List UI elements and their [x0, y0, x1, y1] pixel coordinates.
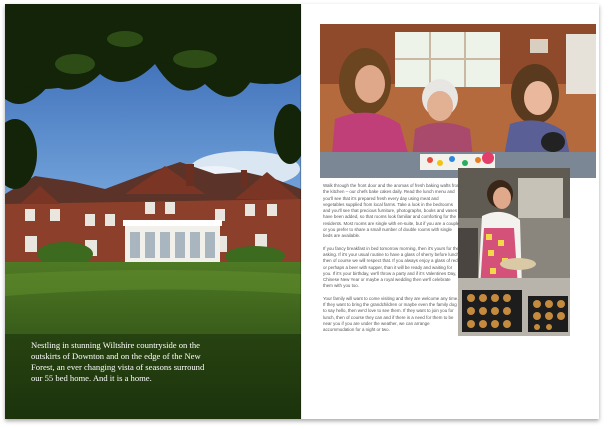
residents-photo	[320, 24, 596, 178]
kitchen-baking-photo	[458, 168, 570, 336]
paragraph-home-life: Walk through the front door and the aromas of fresh baking wafts from the kitchen – our chefs bake cakes daily. Read the lunch menu and you'll see that it's prepared fresh every day using meat and vegetables supplied from local farms. Take a look in the bedrooms and you'll see that precious furniture, photographs, books and vases have been added, so that rooms look familiar and comforting for the residents. Most rooms are single with en-suite, but if you are a couple or you prefer to share a small number of double rooms with single beds are available.	[323, 183, 461, 239]
left-page	[5, 4, 301, 419]
body-copy	[323, 183, 461, 340]
paragraph-family-visits: Your family will want to come visiting and they are welcome any time. If they want to bring the grandchildren or maybe even the family dog to say hello, then we'd love to see them. If they want to join you for lunch, then of course they can and if there is a need for them to be near you if you are under the weather, we can arrange accommodation for a night or two.	[323, 295, 459, 333]
left-page-caption: Nestling in stunning Wiltshire countryside on the outskirts of Downton and on the edge of the New Forest, an ever changing vista of seasons surround our 55 bed home. And it is a home.	[31, 340, 205, 384]
right-page	[302, 4, 599, 419]
brochure-spread	[5, 4, 599, 419]
paragraph-routines: If you fancy breakfast in bed tomorrow morning, then it's yours for the asking. If it's your usual routine to have a glass of sherry before lunch, then of course we will respect that. If you always enjoy a glass of red or perhaps a beer with supper, than it will be ready and waiting for you. If it's your birthday, we'll throw a party and if it's Valentines Day, Chinese New Year or maybe a royal wedding then we'll celebrate them with you too.	[323, 245, 461, 289]
